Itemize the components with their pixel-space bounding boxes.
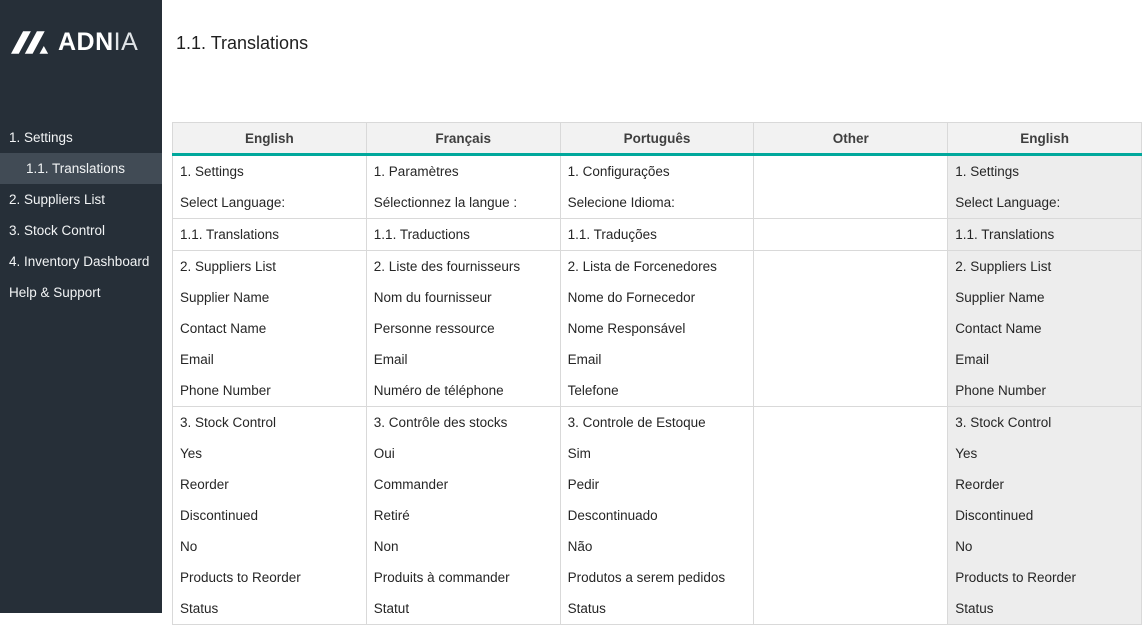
table-cell[interactable]: Oui [373, 446, 395, 461]
table-group-row [173, 155, 1142, 219]
table-cell[interactable]: Yes [955, 446, 978, 461]
table-cell[interactable]: Produtos a serem pedidos [567, 570, 726, 585]
table-group-row [173, 407, 1142, 625]
table-cell[interactable]: Status [180, 601, 219, 616]
table-cell[interactable] [754, 593, 947, 624]
table-cell[interactable]: 1. Settings [180, 164, 244, 179]
table-cell[interactable]: 1.1. Translations [955, 227, 1055, 242]
table-cell[interactable]: Commander [373, 477, 449, 492]
table-cell[interactable] [754, 500, 947, 531]
table-cell[interactable]: Reorder [180, 477, 229, 492]
table-cell[interactable]: Yes [180, 446, 203, 461]
page-title: 1.1. Translations [176, 33, 309, 53]
table-group-cell [754, 219, 948, 251]
table-cell[interactable]: 1.1. Translations [180, 227, 280, 242]
table-cell[interactable]: Email [955, 352, 989, 367]
table-cell[interactable]: Select Language: [180, 195, 286, 210]
table-cell[interactable]: Supplier Name [955, 290, 1045, 305]
table-group-row [173, 251, 1142, 407]
table-cell[interactable]: 1. Paramètres [373, 164, 459, 179]
sidebar-item-1-1-translations[interactable]: 1.1. Translations [0, 153, 162, 184]
table-cell[interactable] [754, 562, 947, 593]
table-group-row [173, 219, 1142, 251]
table-cell[interactable]: Sim [567, 446, 591, 461]
table-cell[interactable]: Contact Name [180, 321, 267, 336]
table-header-row [173, 123, 1142, 155]
adnia-logo [0, 0, 162, 57]
table-group-cell [754, 407, 948, 625]
adnia-logo-text [58, 28, 138, 57]
table-cell[interactable] [754, 282, 947, 313]
table-cell[interactable]: Sélectionnez la langue : [373, 195, 518, 210]
column-header-2-portugu-s[interactable]: Português [560, 123, 754, 155]
table-cell[interactable]: Email [567, 352, 602, 367]
table-cell[interactable]: Reorder [955, 477, 1004, 492]
table-cell[interactable]: Contact Name [955, 321, 1042, 336]
table-cell[interactable]: Nome Responsável [567, 321, 686, 336]
table-group-cell [173, 155, 367, 219]
adnia-logo-icon [11, 31, 49, 54]
table-cell[interactable]: Discontinued [955, 508, 1034, 523]
table-cell[interactable]: Nom du fournisseur [373, 290, 492, 305]
table-cell[interactable] [754, 531, 947, 562]
table-cell[interactable] [754, 344, 947, 375]
table-cell[interactable]: Email [373, 352, 408, 367]
table-cell[interactable]: Telefone [567, 383, 619, 398]
table-cell[interactable]: Retiré [373, 508, 410, 523]
table-group-cell [366, 219, 560, 251]
column-header-0-english[interactable]: English [173, 123, 367, 155]
table-cell[interactable] [754, 156, 947, 187]
table-cell[interactable]: 1.1. Traductions [373, 227, 470, 242]
table-group-cell [948, 219, 1142, 251]
table-cell[interactable]: Pedir [567, 477, 600, 492]
table-group-cell [754, 251, 948, 407]
translations-table [172, 122, 1142, 625]
table-cell[interactable] [754, 438, 947, 469]
table-cell[interactable]: 2. Lista de Forcenedores [567, 259, 717, 274]
table-cell[interactable]: 1.1. Traduções [567, 227, 657, 242]
table-group-cell [560, 219, 754, 251]
sidebar-item-3-stock-control[interactable]: 3. Stock Control [9, 223, 106, 238]
table-cell[interactable]: Products to Reorder [180, 570, 301, 585]
sidebar-item-2-suppliers-list[interactable]: 2. Suppliers List [9, 192, 106, 207]
table-group-cell [948, 251, 1142, 407]
table-cell[interactable]: No [180, 539, 198, 554]
table-cell[interactable]: 3. Stock Control [180, 415, 277, 430]
table-cell[interactable]: Discontinued [180, 508, 259, 523]
table-group-cell [560, 407, 754, 625]
column-header-4-english[interactable]: English [948, 123, 1142, 155]
table-cell[interactable]: Não [567, 539, 593, 554]
table-group-cell [948, 155, 1142, 219]
table-cell[interactable]: Select Language: [955, 195, 1061, 210]
table-cell[interactable]: 3. Stock Control [955, 415, 1052, 430]
table-cell[interactable]: 2. Suppliers List [955, 259, 1052, 274]
table-cell[interactable] [754, 375, 947, 406]
table-cell[interactable]: Produits à commander [373, 570, 510, 585]
sidebar-nav [0, 122, 162, 308]
table-cell[interactable]: Descontinuado [567, 508, 658, 523]
table-group-cell [366, 407, 560, 625]
sidebar-item-1-settings[interactable]: 1. Settings [9, 130, 73, 145]
table-group-cell [173, 251, 367, 407]
table-cell[interactable]: Selecione Idioma: [567, 195, 675, 210]
table-cell[interactable]: Status [567, 601, 606, 616]
table-cell[interactable]: 3. Controle de Estoque [567, 415, 706, 430]
table-cell[interactable] [754, 407, 947, 438]
table-group-cell [754, 155, 948, 219]
logo-text-light: IA [113, 28, 139, 56]
column-header-1-fran-ais[interactable]: Français [366, 123, 560, 155]
sidebar-item-help-support[interactable]: Help & Support [9, 285, 101, 300]
table-group-cell [948, 407, 1142, 625]
sidebar-item-4-inventory-dashboard[interactable]: 4. Inventory Dashboard [9, 254, 150, 269]
table-cell[interactable]: Statut [373, 601, 410, 616]
table-group-cell [366, 155, 560, 219]
table-group-cell [560, 155, 754, 219]
table-cell[interactable]: 3. Contrôle des stocks [373, 415, 508, 430]
table-cell[interactable]: 1. Settings [955, 164, 1019, 179]
table-cell[interactable]: 1. Configurações [567, 164, 670, 179]
table-cell[interactable]: 2. Suppliers List [180, 259, 277, 274]
table-cell[interactable]: 2. Liste des fournisseurs [373, 259, 521, 274]
table-cell[interactable]: No [955, 539, 973, 554]
table-cell[interactable] [754, 469, 947, 500]
table-cell[interactable]: Status [955, 601, 994, 616]
sidebar [0, 0, 162, 613]
table-header [173, 123, 1142, 155]
table-cell[interactable] [754, 251, 947, 282]
table-cell[interactable] [754, 219, 947, 250]
table-cell[interactable]: Phone Number [955, 383, 1046, 398]
table-cell[interactable]: Non [373, 539, 399, 554]
table-cell[interactable]: Supplier Name [180, 290, 270, 305]
table-cell[interactable]: Numéro de téléphone [373, 383, 504, 398]
table-body [173, 155, 1142, 625]
table-group-cell [560, 251, 754, 407]
table-cell[interactable]: Nome do Fornecedor [567, 290, 696, 305]
table-cell[interactable]: Products to Reorder [955, 570, 1076, 585]
table-cell[interactable] [754, 313, 947, 344]
table-group-cell [173, 407, 367, 625]
table-cell[interactable]: Email [180, 352, 214, 367]
table-group-cell [173, 219, 367, 251]
logo-text-bold: ADN [58, 28, 114, 56]
table-cell[interactable]: Personne ressource [373, 321, 495, 336]
table-group-cell [366, 251, 560, 407]
column-header-3-other[interactable]: Other [754, 123, 948, 155]
table-cell[interactable] [754, 187, 947, 218]
table-cell[interactable]: Phone Number [180, 383, 271, 398]
